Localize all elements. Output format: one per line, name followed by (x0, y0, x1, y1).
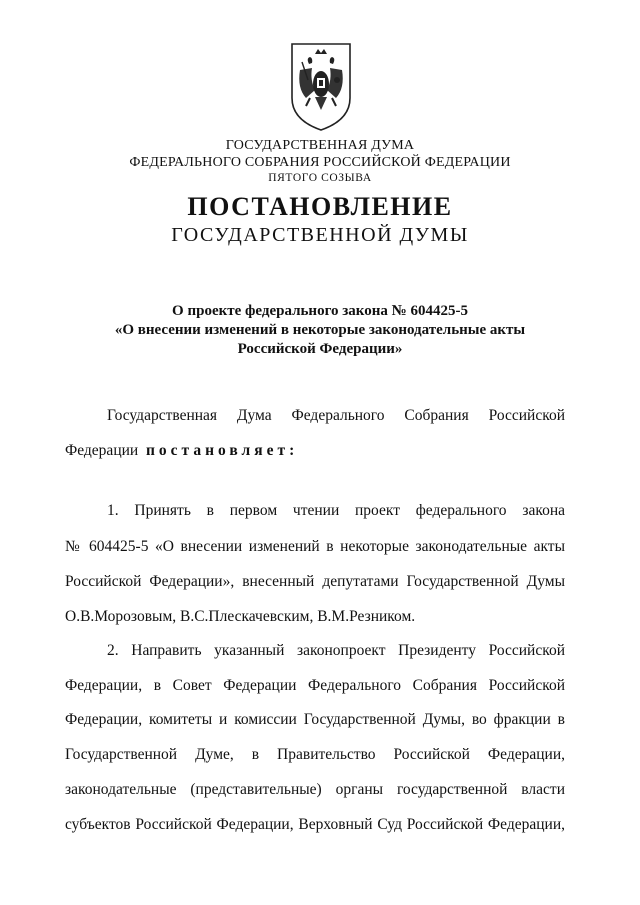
coat-of-arms-icon (288, 40, 354, 134)
preamble-text: Федерации (65, 442, 139, 459)
paragraph-line: 1. Принять в первом чтении проект федерального закона (107, 502, 565, 519)
paragraph-line: Российской Федерации», внесенный депутатами Государственной Думы (65, 573, 565, 590)
resolves-word: постановляет: (145, 442, 299, 459)
assembly-header: ФЕДЕРАЛЬНОГО СОБРАНИЯ РОССИЙСКОЙ ФЕДЕРАЦИИ (129, 155, 511, 170)
paragraph-line: О.В.Морозовым, В.С.Плескачевским, В.М.Резником. (65, 608, 416, 625)
document-title: ПОСТАНОВЛЕНИЕ (187, 192, 453, 221)
preamble-line (65, 441, 565, 461)
document-subtitle: ГОСУДАРСТВЕННОЙ ДУМЫ (171, 224, 469, 246)
paragraph-line: субъектов Российской Федерации, Верховный Суд Российской Федерации, (65, 816, 565, 833)
law-title-line: «О внесении изменений в некоторые законодательные акты (114, 322, 526, 338)
duma-header: ГОСУДАРСТВЕННАЯ ДУМА (225, 138, 415, 153)
paragraph-line: 2. Направить указанный законопроект Президенту Российской (107, 642, 565, 659)
paragraph-line: Федерации, комитеты и комиссии Государственной Думы, во фракции в (65, 711, 565, 728)
paragraph-line: Федерации, в Совет Федерации Федерального Собрания Российской (65, 677, 565, 694)
paragraph-line: Государственной Думе, в Правительство Российской Федерации, (65, 746, 565, 763)
law-title-line: Российской Федерации» (237, 341, 403, 357)
paragraph-line: № 604425-5 «О внесении изменений в некоторые законодательные акты (65, 538, 565, 555)
convocation-header: ПЯТОГО СОЗЫВА (268, 172, 372, 184)
paragraph-line: законодательные (представительные) органы государственной власти (65, 781, 565, 798)
law-title-line: О проекте федерального закона № 604425-5 (172, 303, 468, 319)
preamble-line: Государственная Дума Федерального Собрания Российской (107, 407, 565, 424)
